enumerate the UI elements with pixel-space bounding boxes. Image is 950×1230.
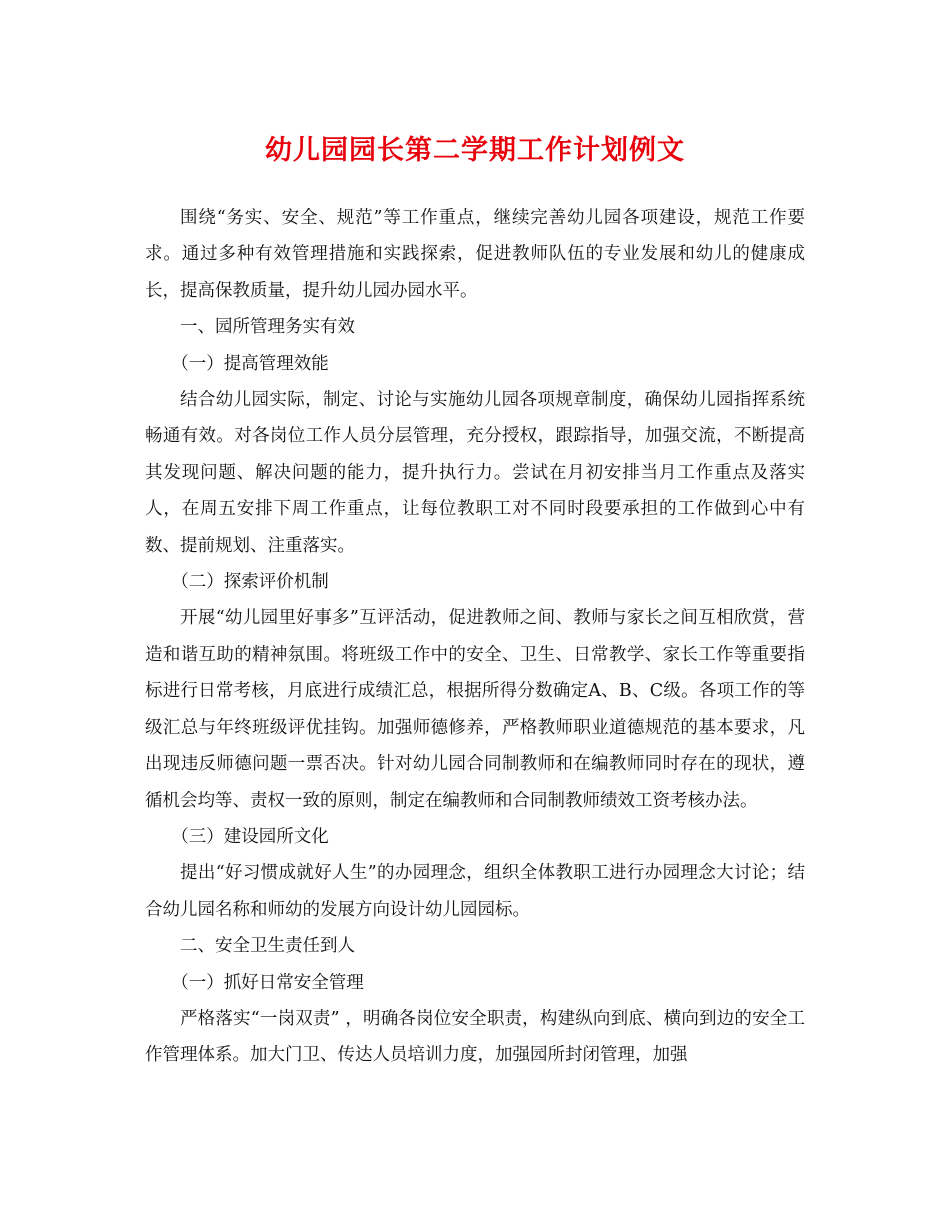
subsection-heading: （二）探索评价机制 <box>171 572 329 593</box>
body-paragraph: 围绕“务实、安全、规范”等工作重点，继续完善幼儿园各项建设，规范工作要求。通过多种有效管理措施和实践探索，促进教师队伍的专业发展和幼儿的健康成长，提高保教质量，提升幼儿园办园水平。 <box>145 208 805 301</box>
body-paragraph: 结合幼儿园实际，制定、讨论与实施幼儿园各项规章制度，确保幼儿园指挥系统畅通有效。对各岗位工作人员分层管理，充分授权，跟踪指导，加强交流，不断提高其发现问题、解决问题的能力，提升执行力。尝试在月初安排当月工作重点及落实人，在周五安排下周工作重点，让每位教职工对不同时段要承担的工作做到心中有数、提前规划、注重落实。 <box>145 390 805 556</box>
subsection-heading: （一）提高管理效能 <box>171 353 329 374</box>
body-paragraph: 开展“幼儿园里好事多”互评活动，促进教师之间、教师与家长之间互相欣赏，营造和谐互助的精神氛围。将班级工作中的安全、卫生、日常教学、家长工作等重要指标进行日常考核，月底进行成绩汇总，根据所得分数确定A、B、C级。各项工作的等级汇总与年终班级评优挂钩。加强师德修养，严格教师职业道德规范的基本要求，凡出现违反师德问题一票否决。针对幼儿园合同制教师和在编教师同时存在的现状，遵循机会均等、责权一致的原则，制定在编教师和合同制教师绩效工资考核办法。 <box>145 608 805 811</box>
subsection-heading: （一）抓好日常安全管理 <box>171 972 364 993</box>
section-heading: 二、安全卫生责任到人 <box>180 936 355 957</box>
subsection-heading: （三）建设园所文化 <box>171 826 329 847</box>
document-title: 幼儿园园长第二学期工作计划例文 <box>265 135 685 166</box>
section-heading: 一、园所管理务实有效 <box>180 317 355 338</box>
document-body <box>145 200 805 1074</box>
body-paragraph: 严格落实“一岗双责” ，明确各岗位安全职责，构建纵向到底、横向到边的安全工作管理体系。加大门卫、传达人员培训力度，加强园所封闭管理，加强 <box>145 1008 805 1066</box>
body-paragraph: 提出“好习惯成就好人生”的办园理念，组织全体教职工进行办园理念大讨论；结合幼儿园名称和师幼的发展方向设计幼儿园园标。 <box>145 863 805 920</box>
